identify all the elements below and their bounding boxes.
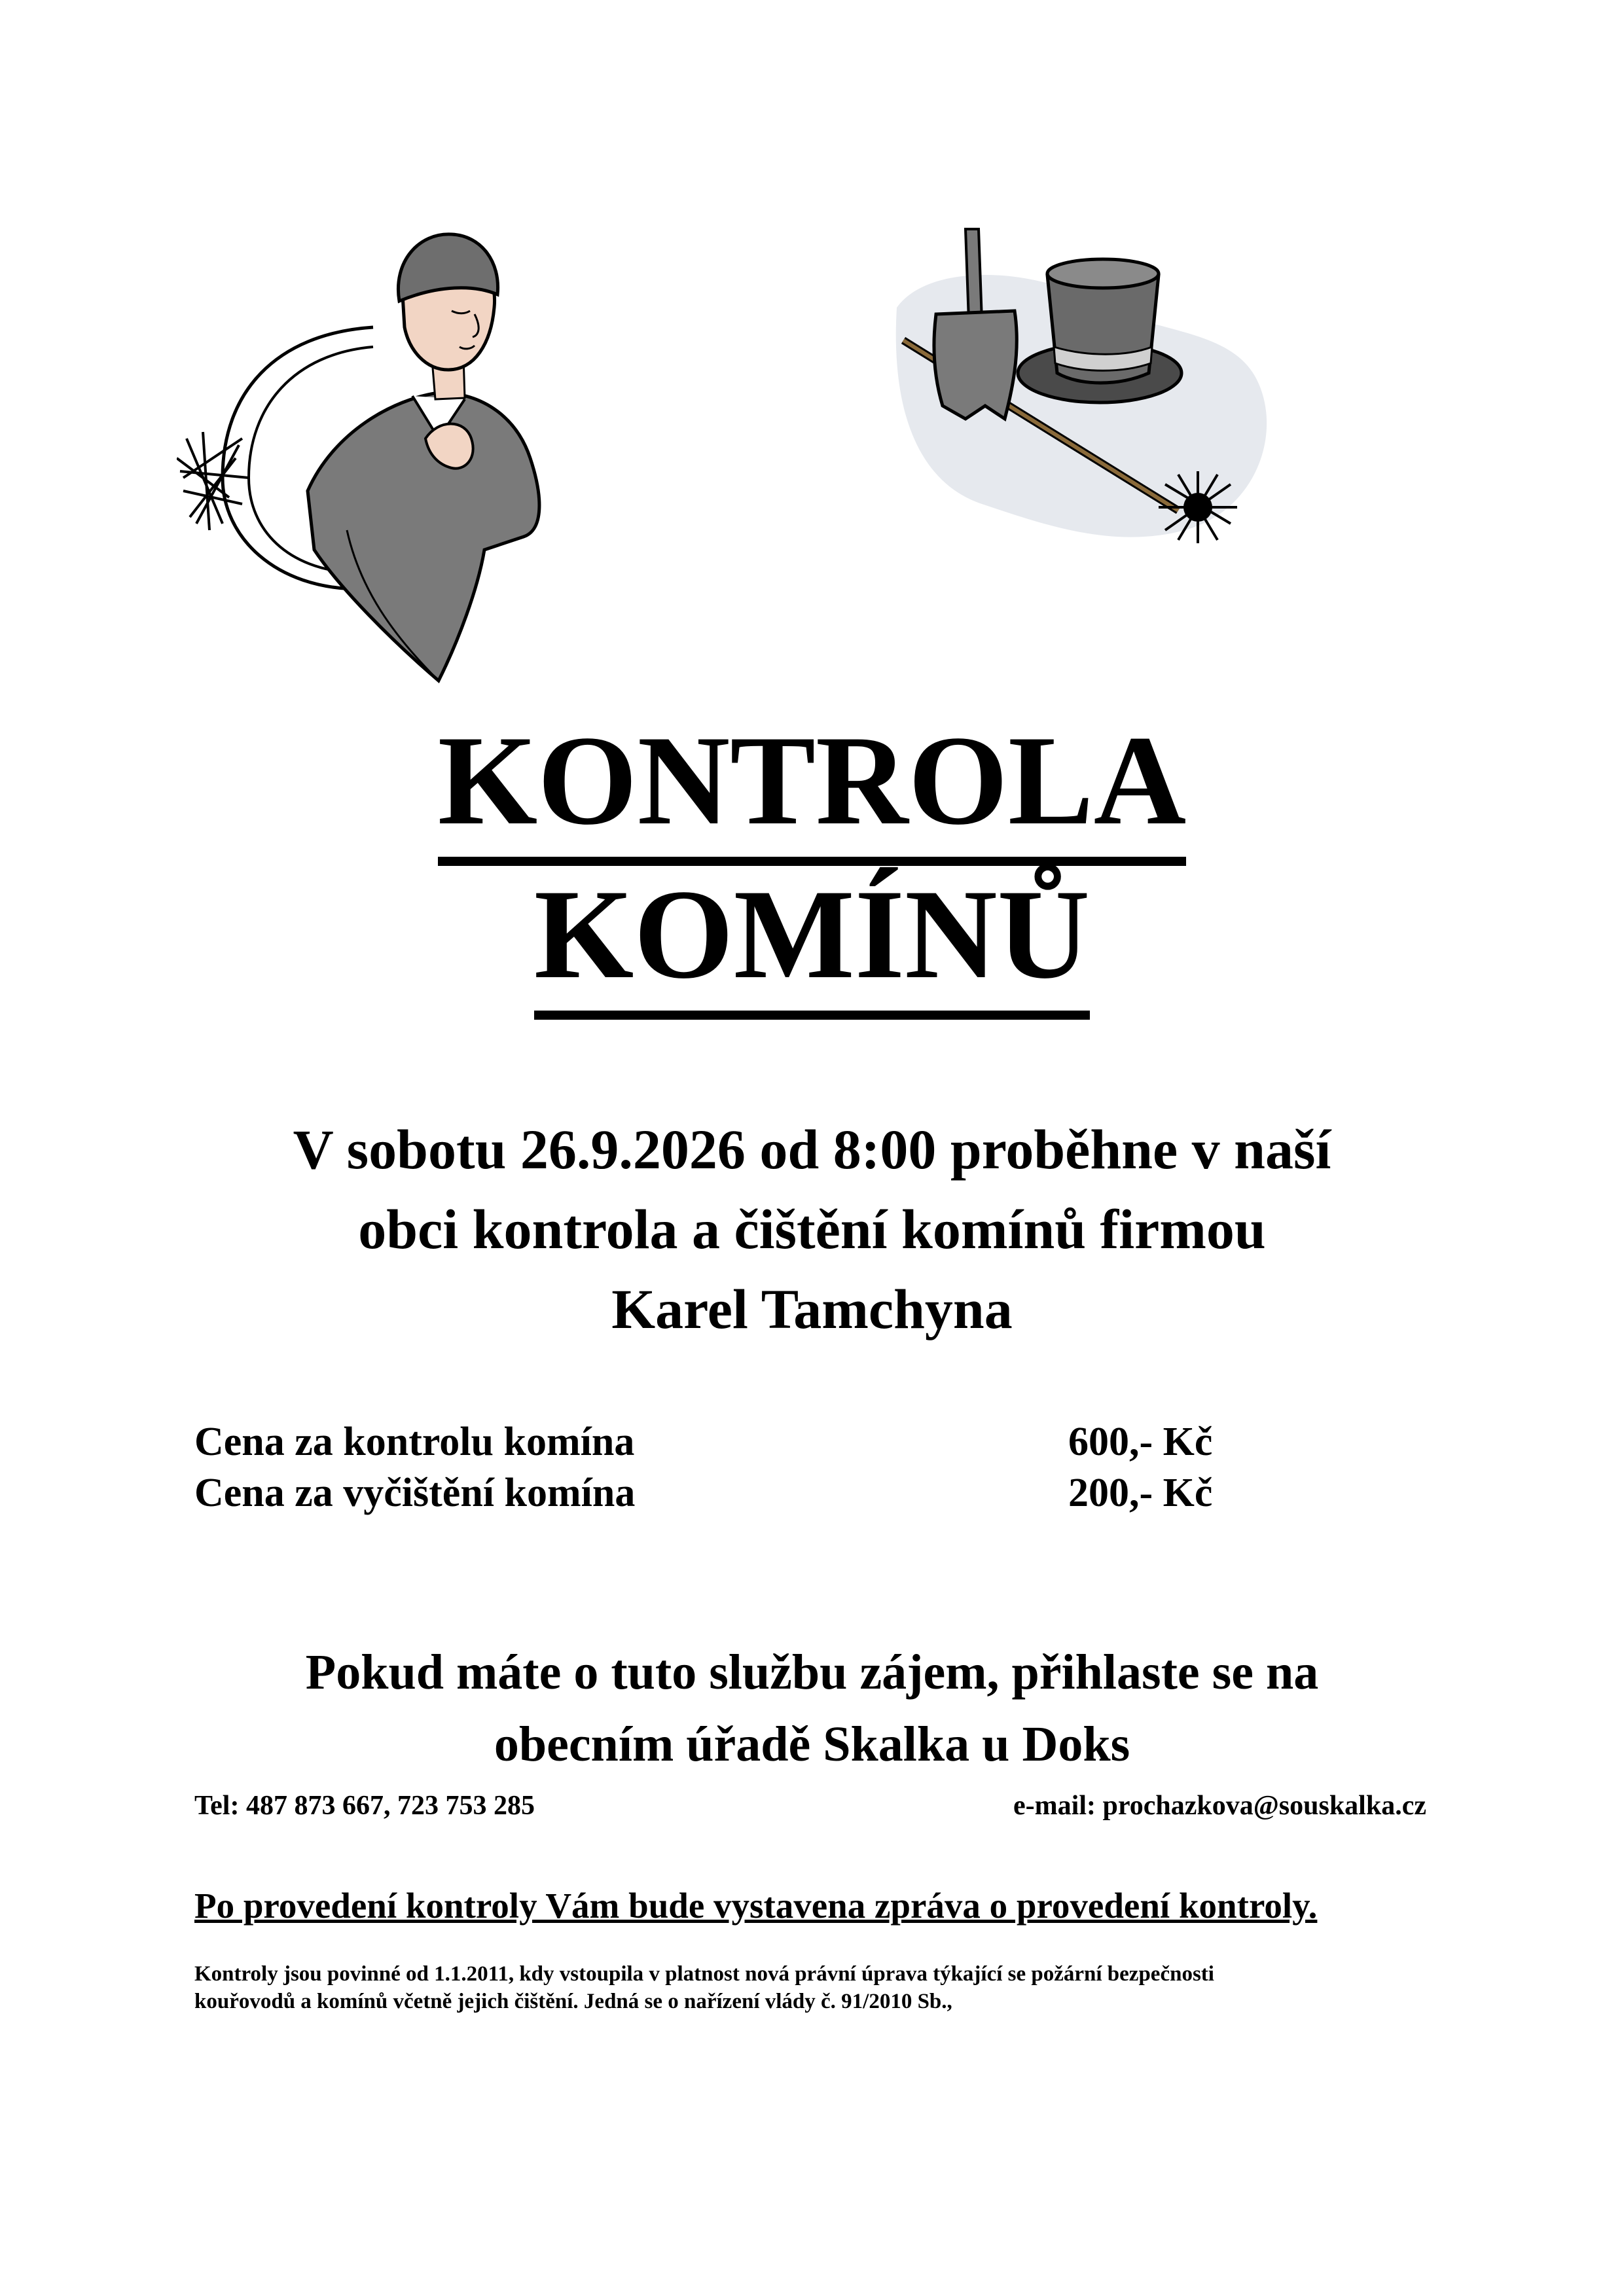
price-value: 600,- Kč: [1068, 1420, 1213, 1464]
legal-line-1: Kontroly jsou povinné od 1.1.2011, kdy vstoupila v platnost nová právní úprava týkající se požární bezpečnosti: [194, 1962, 1214, 1986]
registration-line-2: obecním úřadě Skalka u Doks: [494, 1717, 1130, 1772]
contact-phone: Tel: 487 873 667, 723 753 285: [194, 1791, 535, 1821]
title-line-1: [0, 709, 1624, 866]
registration-line-1: Pokud máte o tuto službu zájem, přihlaste se na: [305, 1645, 1319, 1700]
intro-line-1: V sobotu 26.9.2026 od 8:00 proběhne v naší: [293, 1118, 1331, 1181]
intro-line-2: obci kontrola a čištění komínů firmou: [358, 1198, 1266, 1261]
report-note: Po provedení kontroly Vám bude vystavena zpráva o provedení kontroly.: [194, 1886, 1318, 1926]
registration-paragraph: [0, 1636, 1624, 1780]
title-line-2: [0, 863, 1624, 1020]
contact-email: e-mail: prochazkova@souskalka.cz: [1013, 1791, 1426, 1821]
chimney-tools-illustration: [890, 223, 1309, 563]
title-kominu: KOMÍNŮ: [534, 870, 1090, 1020]
chimney-sweep-illustration: [177, 223, 596, 694]
title-kontrola: KONTROLA: [438, 717, 1186, 866]
price-label: Cena za kontrolu komína: [194, 1420, 635, 1464]
price-value: 200,- Kč: [1068, 1471, 1213, 1515]
intro-paragraph: [0, 1109, 1624, 1349]
price-label: Cena za vyčištění komína: [194, 1471, 636, 1515]
legal-note: [194, 1960, 1438, 2015]
legal-line-2: kouřovodů a komínů včetně jejich čištění. Jedná se o nařízení vlády č. 91/2010 Sb.,: [194, 1990, 952, 2013]
intro-line-3: Karel Tamchyna: [611, 1278, 1013, 1340]
